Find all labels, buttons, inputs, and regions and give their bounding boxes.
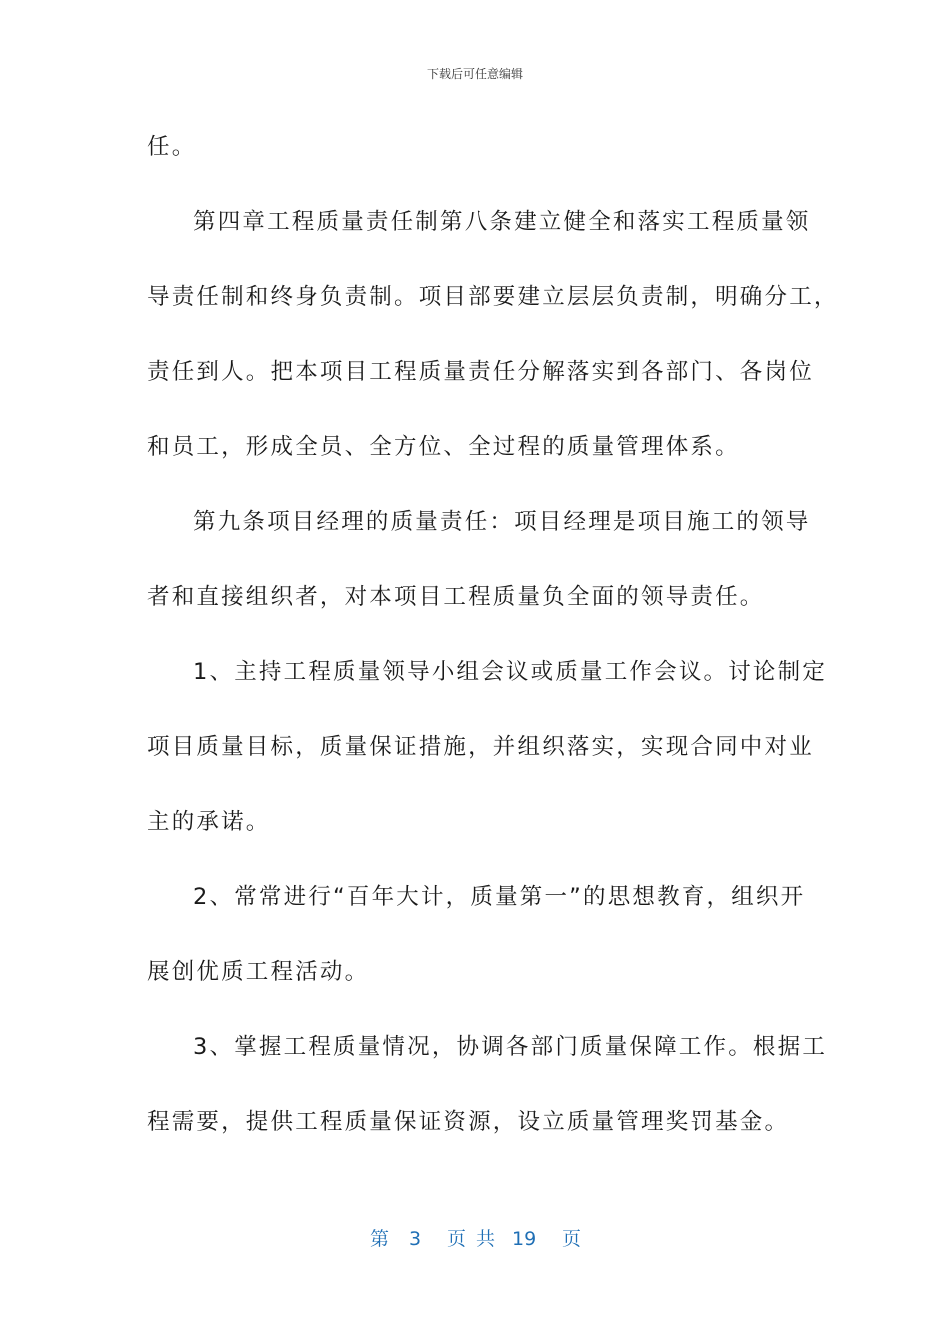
document-body	[147, 127, 839, 1177]
text-line: 2、常常进行“百年大计，质量第一”的思想教育，组织开	[193, 884, 806, 910]
text-line: 责任到人。把本项目工程质量责任分解落实到各部门、各岗位	[147, 359, 814, 385]
footer-ye: 页	[447, 1228, 467, 1250]
text-line: 任。	[147, 134, 197, 160]
current-page-number: 3	[409, 1228, 422, 1250]
footer-ye-end: 页	[562, 1228, 582, 1250]
footer-gong: 共	[476, 1228, 496, 1250]
text-line: 1、主持工程质量领导小组会议或质量工作会议。讨论制定	[193, 659, 828, 685]
total-pages-number: 19	[512, 1228, 537, 1250]
text-line: 者和直接组织者，对本项目工程质量负全面的领导责任。	[147, 584, 765, 610]
footer-di: 第	[370, 1228, 390, 1250]
text-line: 3、掌握工程质量情况，协调各部门质量保障工作。根据工	[193, 1034, 828, 1060]
text-line: 项目质量目标，质量保证措施，并组织落实，实现合同中对业	[147, 734, 814, 760]
page-header-note: 下载后可任意编辑	[426, 67, 523, 81]
text-line: 程需要，提供工程质量保证资源，设立质量管理奖罚基金。	[147, 1109, 790, 1135]
text-line: 展创优质工程活动。	[147, 959, 370, 985]
text-line: 和员工，形成全员、全方位、全过程的质量管理体系。	[147, 434, 740, 460]
text-line: 导责任制和终身负责制。项目部要建立层层负责制，明确分工，	[147, 284, 839, 310]
text-line: 第四章工程质量责任制第八条建立健全和落实工程质量领	[193, 209, 811, 235]
text-line: 第九条项目经理的质量责任：项目经理是项目施工的领导	[193, 509, 811, 535]
text-line: 主的承诺。	[147, 809, 271, 835]
